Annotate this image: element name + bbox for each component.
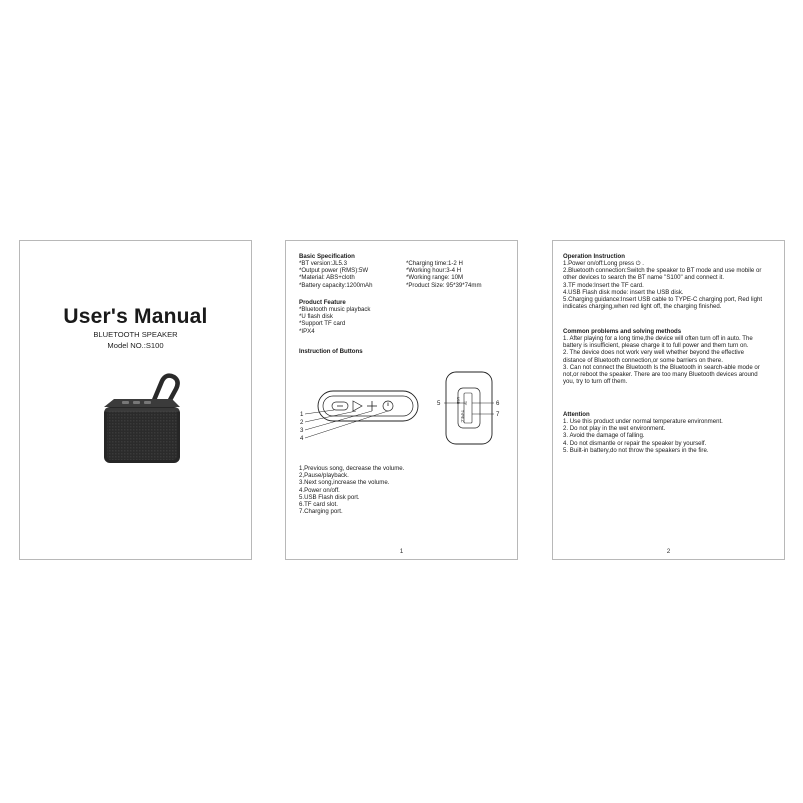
- feature-list: [299, 306, 370, 335]
- problem-item: 2. The device does not work very well whether beyond the effective distance of Bluetooth connection,or some barriers on there.: [563, 349, 744, 364]
- attention-list: [563, 418, 775, 454]
- feature-item: *IPX4: [299, 327, 315, 335]
- feature-item: *U flash disk: [299, 313, 333, 321]
- manual-page-1: [285, 240, 518, 560]
- cover-title: User's Manual: [63, 305, 208, 328]
- operation-list: [563, 260, 775, 310]
- cover-product-name: BLUETOOTH SPEAKER: [93, 330, 178, 339]
- operation-item: 1.Power on/off:Long press ⏻ .: [563, 260, 644, 267]
- callout-1: 1: [300, 411, 304, 418]
- basic-spec-left-list: [299, 260, 373, 289]
- button-function-item: 5.USB Flash disk port.: [299, 493, 360, 501]
- attention-heading: Attention: [563, 411, 590, 418]
- port-label-usb: USB: [456, 397, 460, 404]
- problem-item: 3. Can not connect the Bluetooth Is the Bluetooth in search-able mode or not,or reboot the speaker. There are too many Bluetooth devices around you, try to turn off them.: [563, 363, 760, 386]
- feature-heading: Product Feature: [299, 299, 346, 306]
- spec-item: *Output power (RMS):5W: [299, 267, 369, 275]
- attention-item: 4. Do not dismantle or repair the speaker by yourself.: [563, 439, 707, 447]
- callout-5: 5: [437, 400, 441, 407]
- page-number: 2: [666, 548, 671, 555]
- button-function-item: 3.Next song,increase the volume.: [299, 479, 390, 487]
- basic-spec-right-list: [406, 260, 482, 289]
- spec-item: *Working hour:3-4 H: [406, 267, 462, 275]
- operation-item: 2.Bluetooth connection:Switch the speaker to BT mode and use mobile or other devices to search the BT name "S100" and connect it.: [563, 267, 762, 282]
- callout-7: 7: [496, 411, 500, 418]
- buttons-diagram: [296, 369, 511, 447]
- callout-3: 3: [300, 427, 304, 434]
- basic-spec-heading: Basic Specification: [299, 253, 355, 260]
- attention-item: 1. Use this product under normal temperature environment.: [563, 418, 723, 425]
- callout-4: 4: [300, 435, 304, 442]
- port-label-type-c: TYPE-C: [460, 410, 464, 423]
- button-function-item: 6.TF card slot.: [299, 501, 338, 509]
- operation-heading: Operation Instruction: [563, 253, 625, 260]
- problem-item: 1. After playing for a long time,the device will often turn off in auto. The battery is insufficient, please charge it to full power and them turn on.: [563, 335, 753, 350]
- operation-item: 3.TF mode:Insert the TF card.: [563, 281, 644, 289]
- callout-2: 2: [300, 419, 304, 426]
- attention-item: 2. Do not play in the wet environment.: [563, 425, 666, 433]
- attention-item: 5. Built-in battery,do not throw the speakers in the fire.: [563, 446, 709, 454]
- operation-item: 4.USB Flash disk mode: insert the USB disk.: [563, 288, 684, 296]
- problems-heading: Common problems and solving methods: [563, 328, 682, 335]
- operation-item: 5.Charging guidance:Insert USB cable to TYPE-C charging port, Red light indicates charging,when red light off, the charging finished.: [563, 296, 763, 311]
- spec-item: *Battery capacity:1200mAh: [299, 281, 373, 289]
- buttons-heading: Instruction of Buttons: [299, 348, 363, 355]
- buttons-function-list: [299, 465, 404, 515]
- button-function-item: 2,Pause/playback.: [299, 472, 349, 480]
- spec-item: *BT version:JL5.3: [299, 260, 347, 267]
- button-function-item: 1,Previous song, decrease the volume.: [299, 465, 405, 472]
- cover-model-number: Model NO.:S100: [107, 341, 164, 350]
- spec-item: *Product Size: 95*39*74mm: [406, 281, 482, 289]
- feature-item: *Support TF card: [299, 320, 346, 328]
- spec-item: *Material: ABS+cloth: [299, 274, 355, 282]
- speaker-image: [100, 369, 184, 467]
- port-label-tf: TF: [463, 401, 467, 406]
- spec-item: *Charging time:1-2 H: [406, 260, 463, 267]
- spec-item: *Working range: 10M: [406, 274, 464, 282]
- attention-item: 3. Avoid the damage of falling.: [563, 432, 645, 440]
- cover-page: [19, 240, 252, 560]
- feature-item: *Bluetooth music playback: [299, 306, 371, 313]
- manual-page-2: [552, 240, 785, 560]
- page-number: 1: [399, 548, 404, 555]
- problems-list: [563, 335, 768, 385]
- button-function-item: 4.Power on/off.: [299, 486, 340, 494]
- button-function-item: 7.Charging port.: [299, 508, 343, 516]
- callout-6: 6: [496, 400, 500, 407]
